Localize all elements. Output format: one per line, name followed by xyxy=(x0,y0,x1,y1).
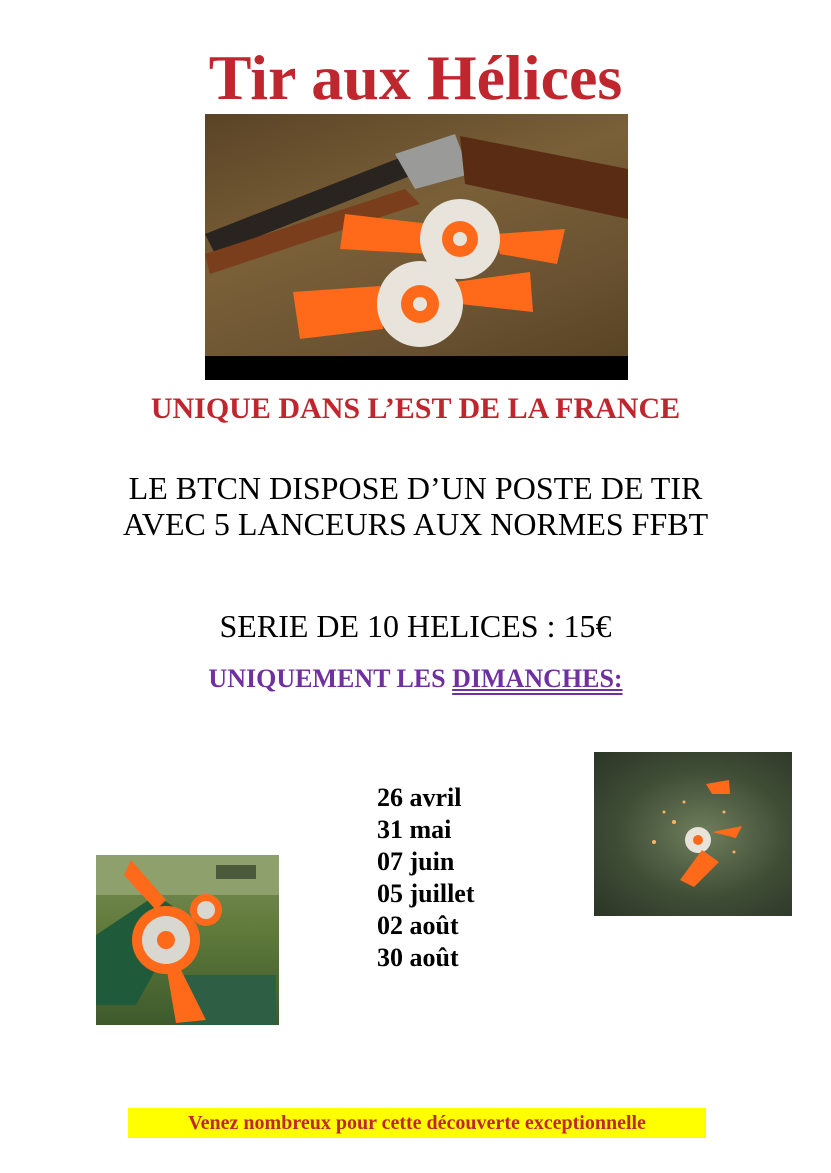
date-item: 02 août xyxy=(377,911,459,940)
footer-highlight-banner xyxy=(128,1108,706,1138)
date-item: 05 juillet xyxy=(377,879,475,908)
event-dates-list xyxy=(377,782,475,974)
date-item: 31 mai xyxy=(377,815,452,844)
date-item: 07 juin xyxy=(377,847,455,876)
date-item: 26 avril xyxy=(377,783,462,812)
sundays-only-line xyxy=(0,664,831,694)
photo-black-bar xyxy=(205,356,628,380)
poster-subtitle: UNIQUE DANS L’EST DE LA FRANCE xyxy=(150,392,681,425)
burst-illustration xyxy=(594,752,792,916)
price-line: SERIE DE 10 HELICES : 15€ xyxy=(219,608,612,644)
sundays-prefix: UNIQUEMENT LES xyxy=(208,664,453,693)
launcher-illustration xyxy=(96,855,279,1025)
photo-illustration xyxy=(205,114,628,356)
poster-title: Tir aux Hélices xyxy=(208,42,623,113)
helice-launcher-photo xyxy=(96,855,279,1025)
description-line-2: AVEC 5 LANCEURS AUX NORMES FFBT xyxy=(122,506,709,542)
sundays-underlined: DIMANCHES: xyxy=(452,664,623,693)
description-line-1: LE BTCN DISPOSE D’UN POSTE DE TIR xyxy=(128,470,703,506)
footer-text: Venez nombreux pour cette découverte exceptionnelle xyxy=(188,1112,646,1134)
target-shot-burst-photo xyxy=(594,752,792,916)
date-item: 30 août xyxy=(377,943,459,972)
shotgun-and-helice-targets-photo xyxy=(205,114,628,380)
